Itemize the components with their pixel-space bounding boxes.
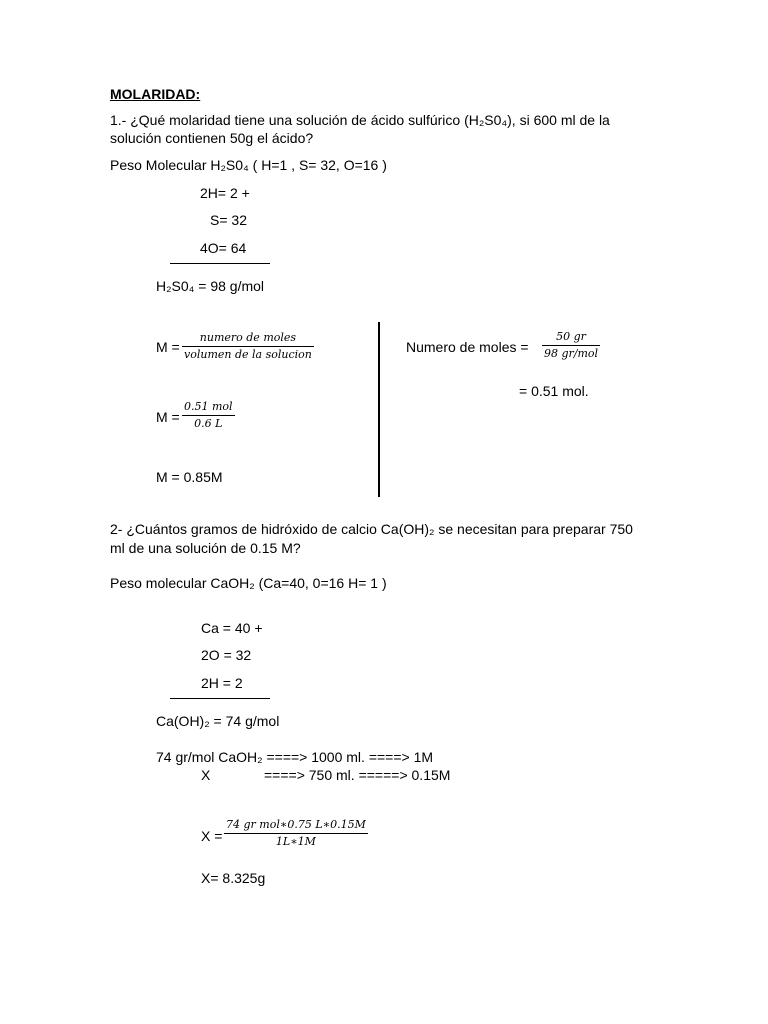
fraction-numerator: 50 gr [556, 330, 586, 343]
fraction-denominator: volumen de la solucion [184, 348, 312, 361]
fraction-numerator: 74 gr mol∗0.75 L∗0.15M [226, 818, 366, 831]
problem-1-question-line-1: 1.- ¿Qué molaridad tiene una solución de ácido sulfúrico (H₂S0₄), si 600 ml de la [110, 112, 610, 128]
problem-1-molecular-weight-header: Peso Molecular H₂S0₄ ( H=1 , S= 32, O=16 ) [110, 157, 387, 173]
rule-of-three-x: X [201, 767, 211, 783]
sum-divider-line [170, 698, 270, 699]
x-result: X= 8.325g [201, 870, 266, 886]
fraction-denominator: 0.6 L [194, 417, 223, 430]
problem-1-molar-mass-result: H₂S0₄ = 98 g/mol [156, 278, 265, 294]
rule-of-three-line-1: 74 gr/mol CaOH₂ ====> 1000 ml. ====> 1M [156, 749, 434, 765]
molarity-formula-prefix: M = [156, 339, 180, 355]
fraction-numerator: numero de moles [199, 331, 297, 344]
problem-2-sum-item: Ca = 40 + [201, 620, 263, 636]
x-formula-fraction [224, 818, 368, 849]
rule-of-three-line-2: ====> 750 ml. =====> 0.15M [264, 767, 451, 783]
fraction-numerator: 0.51 mol [184, 400, 233, 413]
problem-2-sum-item: 2H = 2 [201, 675, 243, 691]
molarity-formula-fraction [182, 331, 314, 362]
moles-result: = 0.51 mol. [519, 383, 589, 399]
problem-1-sum-item: 2H= 2 + [200, 185, 250, 201]
vertical-divider-line [378, 322, 380, 497]
molarity-substitution-fraction [182, 400, 235, 431]
problem-2-sum-item: 2O = 32 [201, 647, 252, 663]
fraction-denominator: 1L∗1M [275, 835, 316, 848]
problem-2-question-line-1: 2- ¿Cuántos gramos de hidróxido de calcio Ca(OH)₂ se necesitan para preparar 750 [110, 521, 633, 537]
fraction-denominator: 98 gr/mol [544, 347, 599, 360]
sum-divider-line [170, 263, 270, 264]
molarity-substitution-prefix: M = [156, 409, 180, 425]
problem-1-sum-item: S= 32 [210, 212, 247, 228]
problem-1-sum-item: 4O= 64 [200, 240, 247, 256]
problem-2-molecular-weight-header: Peso molecular CaOH₂ (Ca=40, 0=16 H= 1 ) [110, 575, 387, 591]
problem-2-question-line-2: ml de una solución de 0.15 M? [110, 540, 301, 556]
page-title: MOLARIDAD: [110, 86, 201, 102]
problem-1-question-line-2: solución contienen 50g el ácido? [110, 130, 314, 146]
molarity-result: M = 0.85M [156, 469, 223, 485]
moles-formula-fraction [542, 330, 600, 361]
moles-formula-prefix: Numero de moles = [406, 339, 529, 355]
x-formula-prefix: X = [201, 828, 223, 844]
problem-2-molar-mass-result: Ca(OH)₂ = 74 g/mol [156, 713, 280, 729]
